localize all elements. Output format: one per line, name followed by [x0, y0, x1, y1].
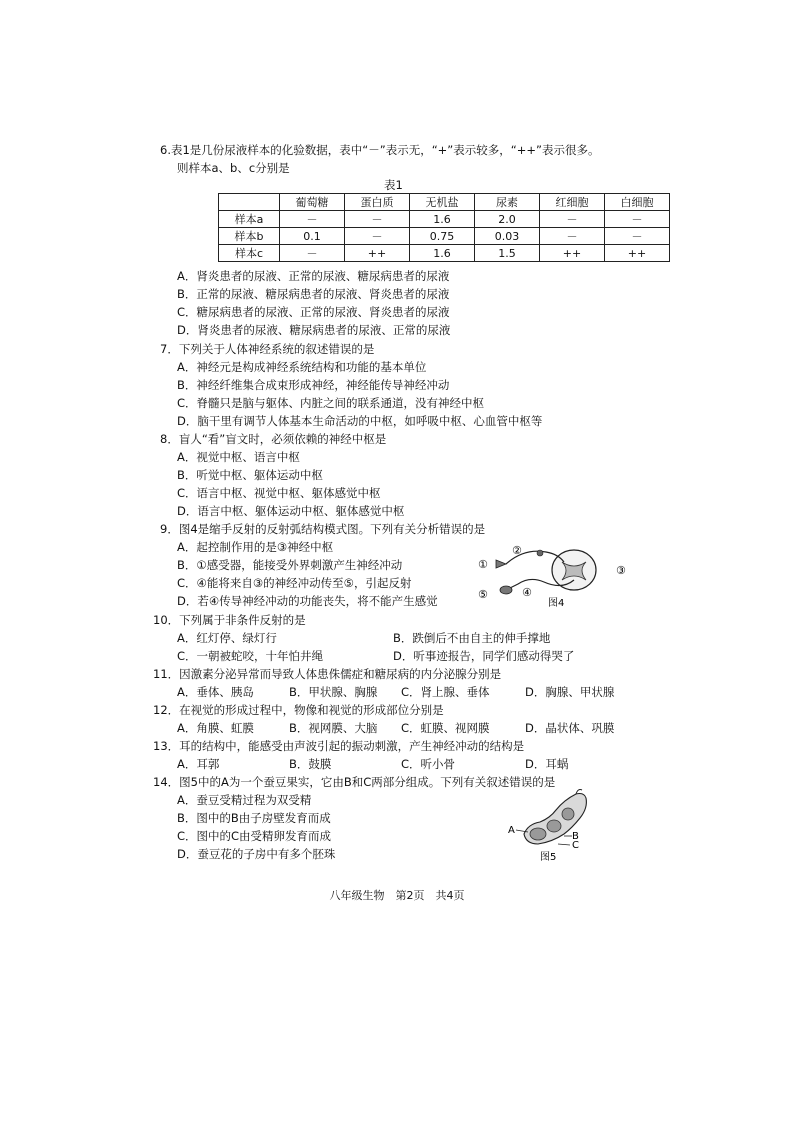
question-7-stem: 7．下列关于人体神经系统的叙述错误的是: [160, 342, 375, 356]
question-14-option-b: B．图中的B由子房壁发育而成: [177, 811, 331, 825]
table-cell: －: [345, 211, 410, 228]
table-cell: －: [605, 211, 670, 228]
question-9-option-c: C．④能将来自③的神经冲动传至⑤，引起反射: [177, 576, 412, 590]
question-13-stem: 13．耳的结构中，能感受由声波引起的振动刺激，产生神经冲动的结构是: [153, 739, 525, 753]
question-10-option-b: B．跌倒后不由自主的伸手撑地: [393, 631, 551, 645]
question-12-option-b: B．视网膜、大脑: [289, 721, 378, 735]
bean-seed-shape: [547, 820, 561, 832]
table-cell: 1.6: [410, 245, 475, 262]
table-header-cell: [219, 194, 280, 211]
question-14-option-c: C．图中的C由受精卵发育而成: [177, 829, 332, 843]
question-14-option-d: D．蚕豆花的子房中有多个胚珠: [177, 847, 336, 861]
fig4-label-1: ①: [478, 558, 488, 571]
broad-bean-figure: [506, 788, 592, 864]
table-header-cell: 无机盐: [410, 194, 475, 211]
table-cell: 1.5: [475, 245, 540, 262]
table-cell: 0.1: [280, 228, 345, 245]
table-header-cell: 红细胞: [540, 194, 605, 211]
question-13-option-d: D．耳蜗: [525, 757, 569, 771]
question-11-option-b: B．甲状腺、胸腺: [289, 685, 378, 699]
table-cell: 样本c: [219, 245, 280, 262]
question-8-option-b: B．听觉中枢、躯体运动中枢: [177, 468, 323, 482]
question-8-stem: 8．盲人“看”盲文时，必须依赖的神经中枢是: [160, 432, 387, 446]
question-13-option-c: C．听小骨: [401, 757, 456, 771]
table-cell: 1.6: [410, 211, 475, 228]
effector-shape: [500, 586, 512, 594]
table-cell: －: [540, 211, 605, 228]
table-header-row: [219, 194, 670, 211]
fig5-label-b: B: [572, 831, 579, 842]
table-cell: ++: [345, 245, 410, 262]
question-7-option-a: A．神经元是构成神经系统结构和功能的基本单位: [177, 360, 427, 374]
ganglion-shape: [537, 550, 543, 556]
table-cell: －: [540, 228, 605, 245]
question-11-option-a: A．垂体、胰岛: [177, 685, 254, 699]
question-8-option-a: A．视觉中枢、语言中枢: [177, 450, 300, 464]
table-cell: －: [345, 228, 410, 245]
bean-seed-shape: [562, 808, 574, 820]
table-cell: 样本a: [219, 211, 280, 228]
question-9-option-d: D．若④传导神经冲动的功能丧失，将不能产生感觉: [177, 594, 438, 608]
question-6-option-d: D．肾炎患者的尿液、糖尿病患者的尿液、正常的尿液: [177, 323, 451, 337]
table-cell: 0.03: [475, 228, 540, 245]
urine-sample-table: [218, 193, 670, 262]
table-header-cell: 葡萄糖: [280, 194, 345, 211]
question-6-option-b: B．正常的尿液、糖尿病患者的尿液、肾炎患者的尿液: [177, 287, 450, 301]
question-8-option-d: D．语言中枢、躯体运动中枢、躯体感觉中枢: [177, 504, 405, 518]
question-7-option-c: C．脊髓只是脑与躯体、内脏之间的联系通道，没有神经中枢: [177, 396, 485, 410]
table-cell: －: [280, 245, 345, 262]
question-9-option-b: B．①感受器，能接受外界刺激产生神经冲动: [177, 558, 403, 572]
label-c-leader: [558, 844, 570, 845]
table-cell: 2.0: [475, 211, 540, 228]
fig5-label-a: A: [508, 825, 515, 836]
question-11-stem: 11．因激素分泌异常而导致人体患侏儒症和糖尿病的内分泌腺分别是: [153, 667, 502, 681]
table-row: [219, 245, 670, 262]
question-8-option-c: C．语言中枢、视觉中枢、躯体感觉中枢: [177, 486, 381, 500]
fig4-label-5: ⑤: [478, 588, 488, 601]
question-12-option-a: A．角膜、虹膜: [177, 721, 254, 735]
receptor-shape: [496, 560, 506, 568]
question-12-option-c: C．虹膜、视网膜: [401, 721, 490, 735]
question-10-option-c: C．一朝被蛇咬，十年怕井绳: [177, 649, 324, 663]
page-footer: 八年级生物 第2页 共4页: [329, 889, 465, 902]
question-9-option-a: A．起控制作用的是③神经中枢: [177, 540, 334, 554]
fig4-label-3: ③: [616, 564, 626, 577]
table-cell: －: [605, 228, 670, 245]
question-7-option-b: B．神经纤维集合成束形成神经，神经能传导神经冲动: [177, 378, 450, 392]
question-14-stem: 14．图5中的A为一个蚕豆果实，它由B和C两部分组成。下列有关叙述错误的是: [153, 775, 556, 789]
question-12-stem: 12．在视觉的形成过程中，物像和视觉的形成部位分别是: [153, 703, 444, 717]
table-cell: ++: [605, 245, 670, 262]
fig4-label-4: ④: [522, 586, 532, 599]
table-header-cell: 蛋白质: [345, 194, 410, 211]
table-row: [219, 228, 670, 245]
fig5-caption: 图5: [540, 852, 557, 863]
table-header-cell: 尿素: [475, 194, 540, 211]
question-7-option-d: D．脑干里有调节人体基本生命活动的中枢，如呼吸中枢、心血管中枢等: [177, 414, 543, 428]
fig4-label-2: ②: [512, 544, 522, 557]
fig5-label-c: C: [572, 840, 579, 851]
question-9-stem: 9．图4是缩手反射的反射弧结构模式图。下列有关分析错误的是: [160, 522, 486, 536]
question-13-option-a: A．耳郭: [177, 757, 220, 771]
question-12-option-d: D．晶状体、巩膜: [525, 721, 615, 735]
table-cell: －: [280, 211, 345, 228]
question-6-stem-line2: 则样本a、b、c分别是: [177, 161, 290, 175]
question-10-option-d: D．听事迹报告，同学们感动得哭了: [393, 649, 575, 663]
question-10-option-a: A．红灯停、绿灯行: [177, 631, 277, 645]
table-header-cell: 白细胞: [605, 194, 670, 211]
question-14-option-a: A．蚕豆受精过程为双受精: [177, 793, 312, 807]
fig4-caption: 图4: [548, 598, 565, 609]
table-cell: ++: [540, 245, 605, 262]
question-10-stem: 10．下列属于非条件反射的是: [153, 613, 306, 627]
table-row: [219, 211, 670, 228]
question-11-option-c: C．肾上腺、垂体: [401, 685, 490, 699]
bean-seed-shape: [530, 828, 546, 840]
table-cell: 样本b: [219, 228, 280, 245]
question-13-option-b: B．鼓膜: [289, 757, 332, 771]
table-1-caption: 表1: [384, 178, 403, 192]
question-11-option-d: D．胸腺、甲状腺: [525, 685, 615, 699]
question-6-option-c: C．糖尿病患者的尿液、正常的尿液、肾炎患者的尿液: [177, 305, 450, 319]
question-6-option-a: A．肾炎患者的尿液、正常的尿液、糖尿病患者的尿液: [177, 269, 450, 283]
table-cell: 0.75: [410, 228, 475, 245]
question-6-stem-line1: 6.表1是几份尿液样本的化验数据，表中“－”表示无，“+”表示较多，“++”表示很多。: [160, 143, 600, 157]
reflex-arc-figure: [474, 540, 634, 610]
